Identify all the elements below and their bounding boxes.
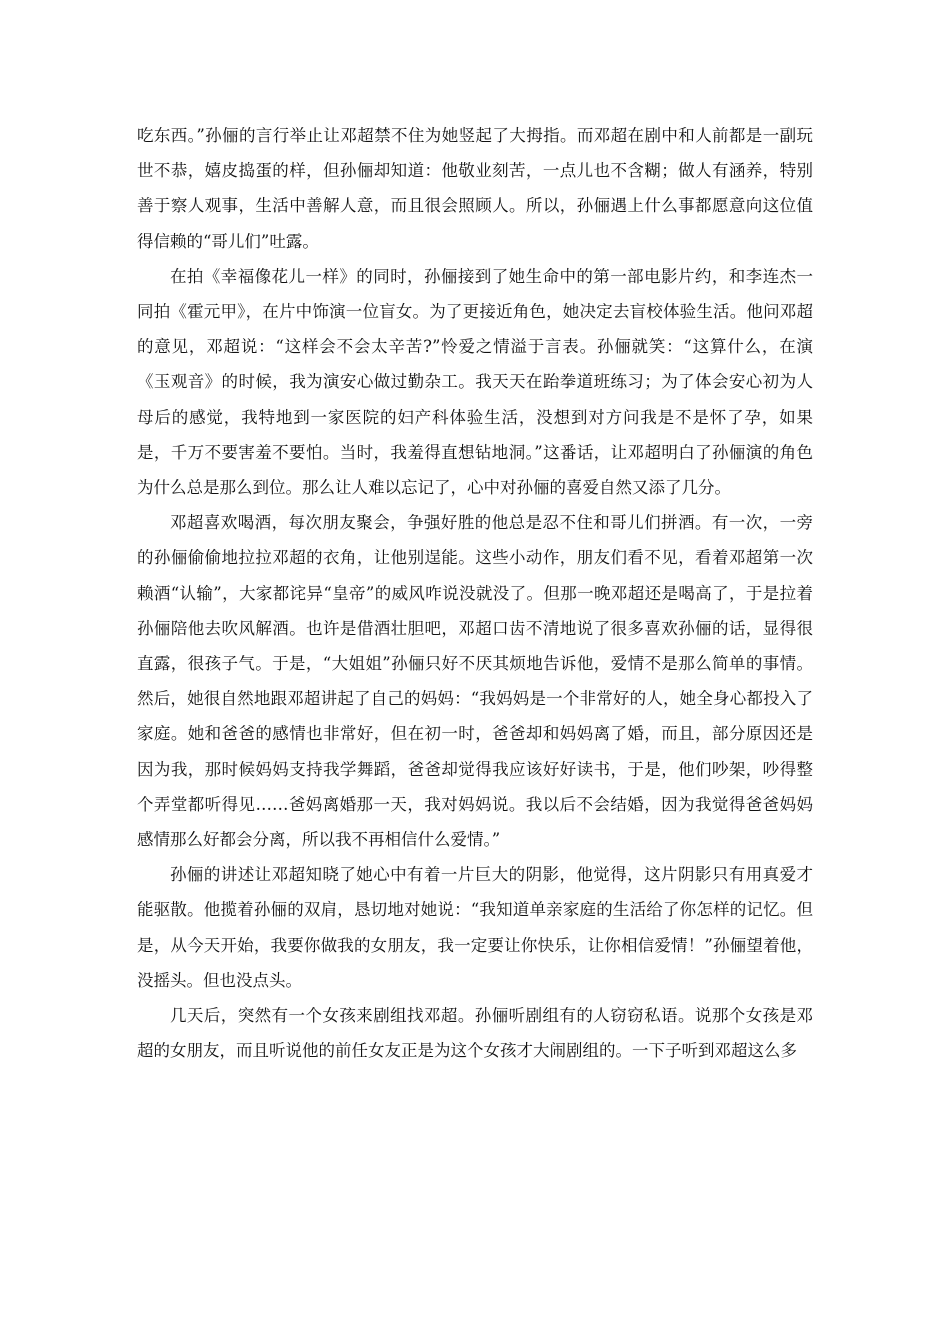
paragraph-confession: 孙俪的讲述让邓超知晓了她心中有着一片巨大的阴影，他觉得，这片阴影只有用真爱才能驱散。他揽着孙俪的双肩，恳切地对她说：“我知道单亲家庭的生活给了你怎样的记忆。但是，从今天开始，我要你做我的女朋友，我一定要让你快乐，让你相信爱情！”孙俪望着他，没摇头。但也没点头。 [137,865,813,990]
paragraph-filming-huo-yuanjia: 在拍《幸福像花儿一样》的同时，孙俪接到了她生命中的第一部电影片约，和李连杰一同拍《霍元甲》，在片中饰演一位盲女。为了更接近角色，她决定去盲校体验生活。他问邓超的意见，邓超说：“这样会不会太辛苦?”怜爱之情溢于言表。孙俪就笑：“这算什么，在演《玉观音》的时候，我为演安心做过勤杂工。我天天在跆拳道班练习；为了体会安心初为人母后的感觉，我特地到一家医院的妇产科体验生活，没想到对方问我是不是怀了孕，如果是，千万不要害羞不要怕。当时，我羞得直想钻地洞。”这番话，让邓超明白了孙俪演的角色为什么总是那么到位。那么让人难以忘记了，心中对孙俪的喜爱自然又添了几分。 [137,266,813,498]
paragraph-drinking: 邓超喜欢喝酒，每次朋友聚会，争强好胜的他总是忍不住和哥儿们拼酒。有一次，一旁的孙俪偷偷地拉拉邓超的衣角，让他别逞能。这些小动作，朋友们看不见，看着邓超第一次赖酒“认输”，大家都诧异“皇帝”的威风咋说没就没了。但那一晚邓超还是喝高了，于是拉着孙俪陪他去吹风解酒。也许是借酒壮胆吧，邓超口齿不清地说了很多喜欢孙俪的话，显得很直露，很孩子气。于是，“大姐姐”孙俪只好不厌其烦地告诉他，爱情不是那么简单的事情。然后，她很自然地跟邓超讲起了自己的妈妈：“我妈妈是一个非常好的人，她全身心都投入了家庭。她和爸爸的感情也非常好，但在初一时，爸爸却和妈妈离了婚，而且，部分原因还是因为我，那时候妈妈支持我学舞蹈，爸爸却觉得我应该好好读书，于是，他们吵架，吵得整个弄堂都听得见……爸妈离婚那一天，我对妈妈说。我以后不会结婚，因为我觉得爸爸妈妈感情那么好都会分离，所以我不再相信什么爱情。” [137,513,813,850]
paragraph-girl-visits: 几天后，突然有一个女孩来剧组找邓超。孙俪听剧组有的人窃窃私语。说那个女孩是邓超的女朋友，而且听说他的前任女友正是为这个女孩才大闹剧组的。一下子听到邓超这么多 [137,1006,813,1061]
paragraph-continued: 吃东西。”孙俪的言行举止让邓超禁不住为她竖起了大拇指。而邓超在剧中和人前都是一副玩世不恭，嬉皮捣蛋的样，但孙俪却知道：他敬业刻苦，一点儿也不含糊；做人有涵养，特别善于察人观事，生活中善解人意，而且很会照顾人。所以，孙俪遇上什么事都愿意向这位值得信赖的“哥儿们”吐露。 [137,126,813,251]
article-body [137,118,813,1068]
